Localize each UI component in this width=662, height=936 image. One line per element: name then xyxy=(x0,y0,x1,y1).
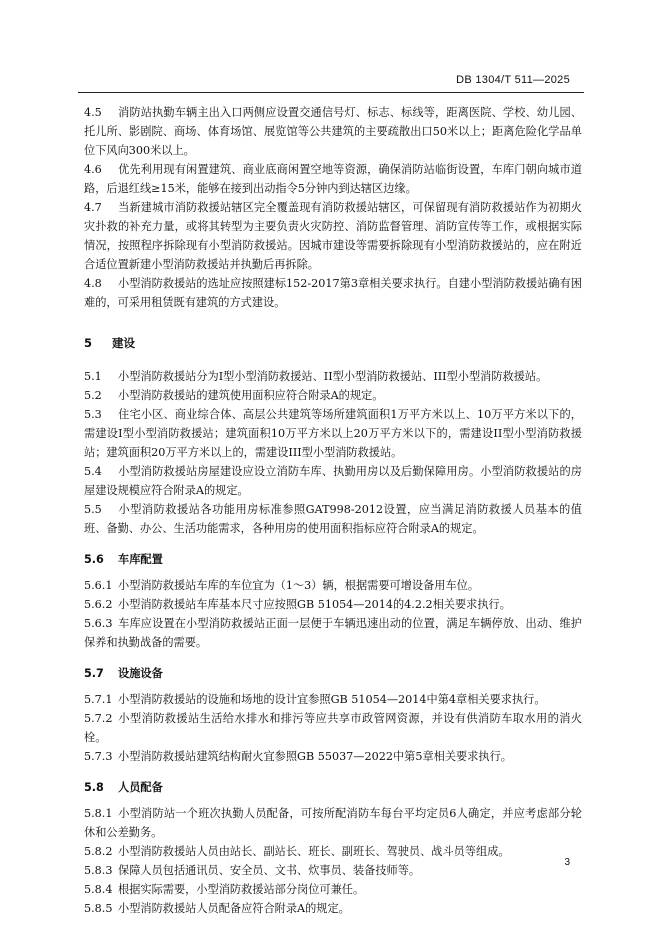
clause-number: 5.8.1 xyxy=(84,807,113,820)
clause-text: 车库配置 xyxy=(118,553,163,566)
clause-text: 根据实际需要，小型消防救援站部分岗位可兼任。 xyxy=(118,883,365,896)
clause-number: 5.6.1 xyxy=(84,579,113,592)
clause-text: 小型消防救援站房屋建设应设立消防车库、执勤用房以及后勤保障用房。小型消防救援站的房屋建设规模应符合附录A的规定。 xyxy=(84,465,582,497)
clause-number: 5.7.1 xyxy=(84,693,113,706)
clause-number: 5.8.5 xyxy=(84,902,113,915)
clause-text: 小型消防救援站的选址应按照建标152-2017第3章相关要求执行。自建小型消防救援站确有困难的，可采用租赁既有建筑的方式建设。 xyxy=(84,277,582,309)
clause-number: 5.1 xyxy=(84,370,102,383)
clause-paragraph xyxy=(84,198,582,274)
clause-paragraph xyxy=(84,405,582,462)
clause-paragraph xyxy=(84,880,582,899)
clause-paragraph xyxy=(84,709,582,747)
document-id: DB 1304/T 511—2025 xyxy=(456,74,570,86)
clause-number: 4.6 xyxy=(84,163,102,176)
clause-paragraph xyxy=(84,462,582,500)
document-body xyxy=(84,103,582,918)
clause-text: 小型消防救援站的建筑使用面积应符合附录A的规定。 xyxy=(118,389,384,402)
clause-text: 当新建城市消防救援站辖区完全覆盖现有消防救援站辖区，可保留现有消防救援站作为初期火灾扑救的补充力量，或将其转型为主要负责火灾防控、消防监督管理、消防宣传等工作，或根据实际情况，按照程序拆除现有小型消防救援站。因城市建设等需要拆除现有小型消防救援站的，应在附近合适位置新建小型消防救援站并执勤后再拆除。 xyxy=(84,201,582,271)
clause-number: 5.5 xyxy=(84,503,102,516)
clause-paragraph xyxy=(84,614,582,652)
clause-text: 消防站执勤车辆主出入口两侧应设置交通信号灯、标志、标线等，距离医院、学校、幼儿园、托儿所、影剧院、商场、体育场馆、展览馆等公共建筑的主要疏散出口50米以上；距离危险化学品单位下风向300米以上。 xyxy=(84,106,582,157)
clause-number: 4.8 xyxy=(84,277,102,290)
clause-number: 5.7.3 xyxy=(84,750,113,763)
clause-paragraph xyxy=(84,160,582,198)
clause-number: 5.6.3 xyxy=(84,617,113,630)
clause-text: 保障人员包括通讯员、安全员、文书、炊事员、装备技师等。 xyxy=(118,864,421,877)
clause-number: 5.2 xyxy=(84,389,102,402)
clause-number: 5.6.2 xyxy=(84,598,113,611)
clause-paragraph xyxy=(84,103,582,160)
clause-text: 人员配备 xyxy=(118,781,163,794)
section-heading xyxy=(84,334,582,353)
clause-number: 5 xyxy=(84,336,93,350)
clause-text: 小型消防救援站人员由站长、副站长、班长、副班长、驾驶员、战斗员等组成。 xyxy=(118,845,510,858)
clause-text: 小型消防救援站人员配备应符合附录A的规定。 xyxy=(118,902,350,915)
clause-text: 小型消防救援站建筑结构耐火宜参照GB 55037—2022中第5章相关要求执行。 xyxy=(118,750,512,763)
clause-paragraph xyxy=(84,386,582,405)
clause-paragraph xyxy=(84,500,582,538)
header-rule xyxy=(78,92,584,93)
clause-text: 小型消防站一个班次执勤人员配备，可按所配消防车每台平均定员6人确定，并应考虑部分轮休和公差勤务。 xyxy=(84,807,582,839)
clause-number: 5.6 xyxy=(84,553,104,566)
clause-number: 5.8.4 xyxy=(84,883,113,896)
clause-text: 小型消防救援站生活给水排水和排污等应共享市政管网资源，并设有供消防车取水用的消火栓。 xyxy=(84,712,582,744)
clause-text: 建设 xyxy=(112,336,135,350)
clause-number: 4.7 xyxy=(84,201,102,214)
clause-text: 优先利用现有闲置建筑、商业底商闲置空地等资源，确保消防站临街设置，车库门朝向城市道路，后退红线≥15米，能够在接到出动指令5分钟内到达辖区边缘。 xyxy=(84,163,582,195)
clause-text: 车库应设置在小型消防救援站正面一层便于车辆迅速出动的位置，满足车辆停放、出动、维护保养和执勤战备的需要。 xyxy=(84,617,582,649)
subsection-heading xyxy=(84,550,582,569)
clause-text: 住宅小区、商业综合体、高层公共建筑等场所建筑面积1万平方米以上、10万平方米以下的，需建设I型小型消防救援站；建筑面积10万平方米以上20万平方米以下的，需建设II型小型消防救援站；建筑面积20万平方米以上的，需建设III型小型消防救援站。 xyxy=(84,408,582,459)
clause-number: 5.7.2 xyxy=(84,712,113,725)
subsection-heading xyxy=(84,778,582,797)
clause-text: 设施设备 xyxy=(118,667,163,680)
clause-paragraph xyxy=(84,690,582,709)
clause-text: 小型消防救援站车库基本尺寸应按照GB 51054—2014的4.2.2相关要求执行。 xyxy=(118,598,511,611)
clause-paragraph xyxy=(84,861,582,880)
clause-paragraph xyxy=(84,842,582,861)
page-number: 3 xyxy=(564,857,570,868)
clause-paragraph xyxy=(84,804,582,842)
clause-text: 小型消防救援站车库的车位宜为（1～3）辆，根据需要可增设备用车位。 xyxy=(118,579,480,592)
clause-paragraph xyxy=(84,274,582,312)
clause-paragraph xyxy=(84,899,582,918)
clause-text: 小型消防救援站的设施和场地的设计宜参照GB 51054—2014中第4章相关要求执行。 xyxy=(118,693,546,706)
clause-paragraph xyxy=(84,576,582,595)
clause-text: 小型消防救援站各功能用房标准参照GAT998-2012设置，应当满足消防救援人员基本的值班、备勤、办公、生活功能需求，各种用房的使用面积指标应符合附录A的规定。 xyxy=(84,503,582,535)
clause-paragraph xyxy=(84,595,582,614)
clause-number: 5.4 xyxy=(84,465,102,478)
clause-number: 5.8.3 xyxy=(84,864,113,877)
clause-number: 5.8 xyxy=(84,781,104,794)
clause-number: 5.7 xyxy=(84,667,104,680)
clause-number: 4.5 xyxy=(84,106,102,119)
subsection-heading xyxy=(84,664,582,683)
clause-paragraph xyxy=(84,747,582,766)
clause-number: 5.3 xyxy=(84,408,102,421)
clause-text: 小型消防救援站分为I型小型消防救援站、II型小型消防救援站、III型小型消防救援站。 xyxy=(118,370,548,383)
clause-number: 5.8.2 xyxy=(84,845,113,858)
clause-paragraph xyxy=(84,367,582,386)
